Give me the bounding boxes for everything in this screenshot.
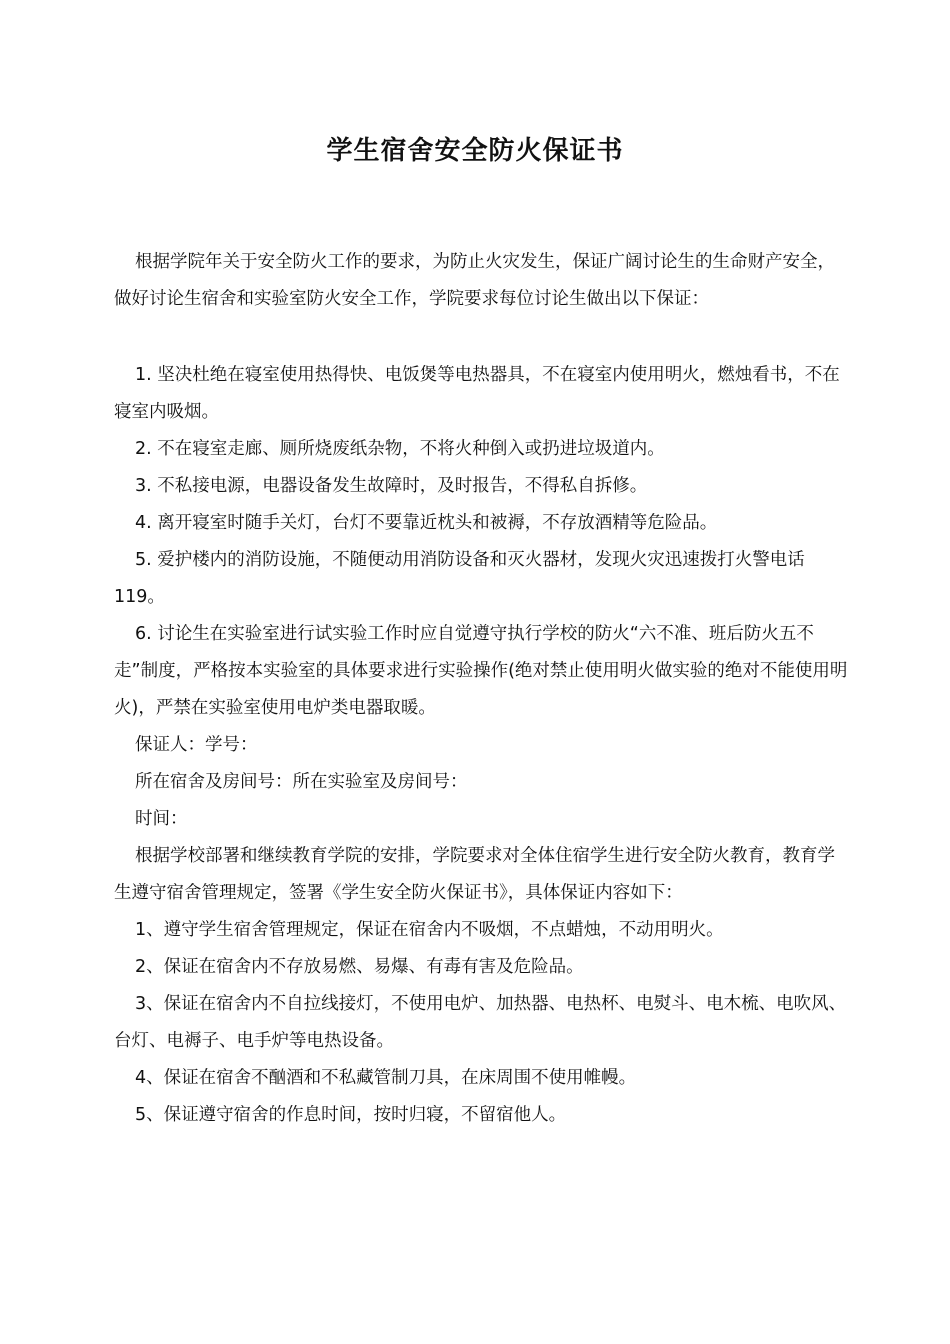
- intro-block: [114, 244, 850, 318]
- time-line: 时间：: [135, 809, 188, 829]
- room-line: 所在宿舍及房间号：所在实验室及房间号：: [135, 772, 468, 792]
- pledge-1: 1、遵守学生宿舍管理规定，保证在宿舍内不吸烟，不点蜡烛，不动用明火。: [135, 920, 724, 940]
- rule-1: 1. 坚决杜绝在寝室使用热得快、电饭煲等电热器具，不在寝室内使用明火，燃烛看书，不在寝室内吸烟。: [114, 365, 840, 422]
- pledge-4: 4、保证在宿舍不酗酒和不私藏管制刀具，在床周围不使用帷幔。: [135, 1068, 637, 1088]
- rule-6: 6. 讨论生在实验室进行试实验工作时应自觉遵守执行学校的防火“六不准、班后防火五不走”制度，严格按本实验室的具体要求进行实验操作(绝对禁止使用明火做实验的绝对不能使用明火)，严禁在实验室使用电炉类电器取暖。: [114, 624, 848, 718]
- pledge-3: 3、保证在宿舍内不自拉线接灯，不使用电炉、加热器、电热杯、电熨斗、电木梳、电吹风、台灯、电褥子、电手炉等电热设备。: [114, 994, 847, 1051]
- pledge-5: 5、保证遵守宿舍的作息时间，按时归寝，不留宿他人。: [135, 1105, 567, 1125]
- rule-4: 4. 离开寝室时随手关灯，台灯不要靠近枕头和被褥，不存放酒精等危险品。: [135, 513, 718, 533]
- pledge-2: 2、保证在宿舍内不存放易燃、易爆、有毒有害及危险品。: [135, 957, 584, 977]
- intro-paragraph: 根据学院年关于安全防火工作的要求，为防止火灾发生，保证广阔讨论生的生命财产安全，做好讨论生宿舍和实验室防火安全工作，学院要求每位讨论生做出以下保证：: [114, 252, 835, 309]
- rule-2: 2. 不在寝室走廊、厕所烧废纸杂物，不将火种倒入或扔进垃圾道内。: [135, 439, 665, 459]
- document-title: 学生宿舍安全防火保证书: [326, 136, 624, 166]
- guarantor-line: 保证人：学号：: [135, 735, 258, 755]
- rule-5: 5. 爱护楼内的消防设施，不随便动用消防设备和灭火器材，发现火灾迅速拨打火警电话 119。: [114, 550, 805, 607]
- second-intro: 根据学校部署和继续教育学院的安排，学院要求对全体住宿学生进行安全防火教育，教育学生遵守宿舍管理规定，签署《学生安全防火保证书》，具体保证内容如下：: [114, 846, 835, 903]
- content-block: [114, 357, 850, 1134]
- rule-3: 3. 不私接电源，电器设备发生故障时，及时报告，不得私自拆修。: [135, 476, 648, 496]
